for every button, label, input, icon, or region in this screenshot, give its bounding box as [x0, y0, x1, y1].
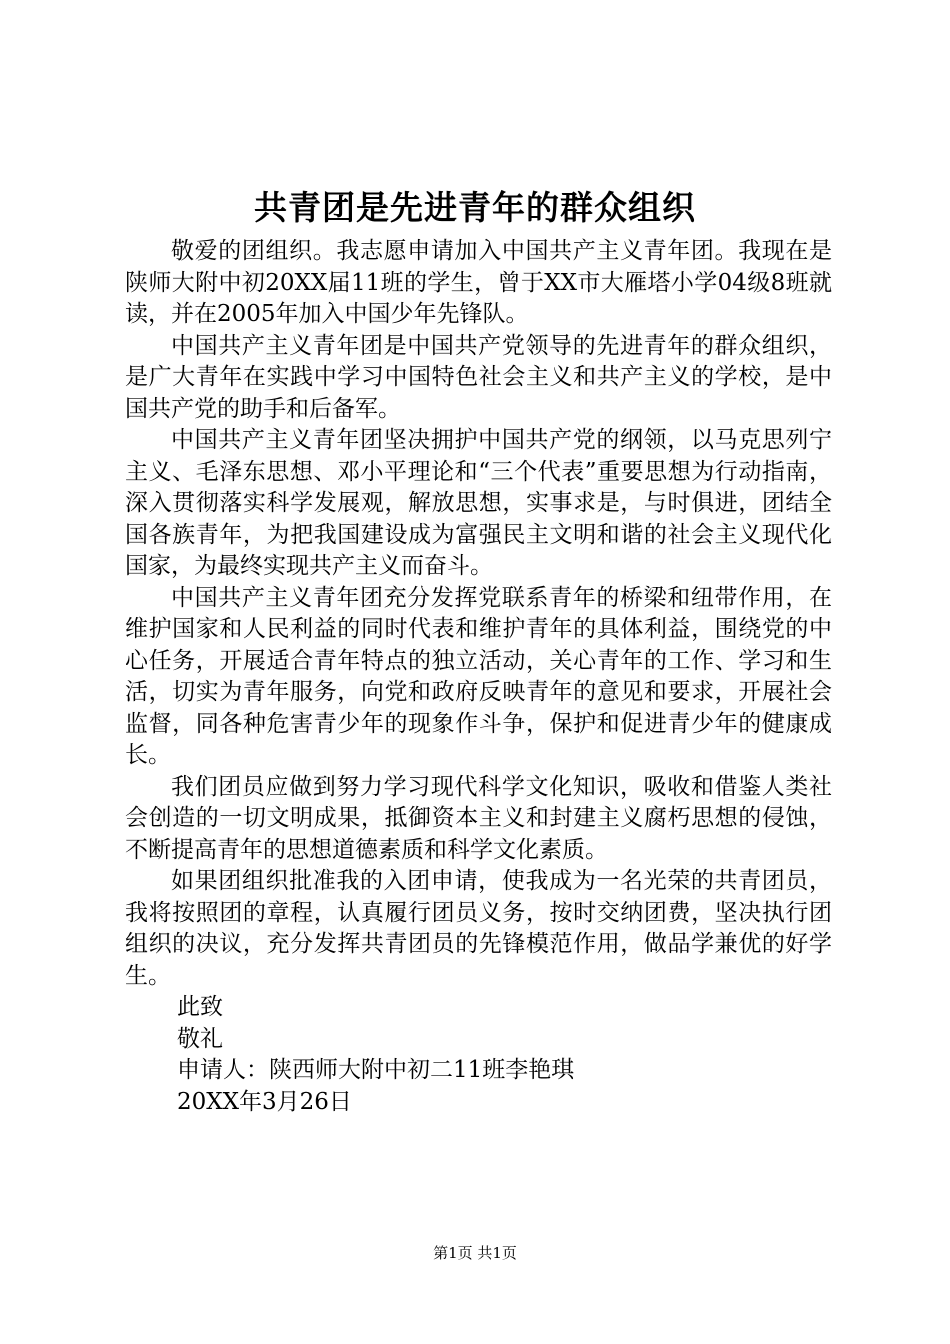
applicant-signature: 申请人：陕西师大附中初二11班李艳琪 — [177, 1057, 575, 1083]
document-title: 共青团是先进青年的群众组织 — [254, 188, 696, 227]
paragraph-intro: 敬爱的团组织。我志愿申请加入中国共产主义青年团。我现在是陕师大附中初20XX届11班的学生，曾于XX市大雁塔小学04级8班就读，并在2005年加入中国少年先锋队。 — [125, 238, 832, 327]
paragraph-definition: 中国共产主义青年团是中国共产党领导的先进青年的群众组织，是广大青年在实践中学习中国特色社会主义和共产主义的学校，是中国共产党的助手和后备军。 — [125, 332, 832, 422]
application-date: 20XX年3月26日 — [177, 1088, 352, 1115]
paragraph-program: 中国共产主义青年团坚决拥护中国共产党的纲领，以马克思列宁主义、毛泽东思想、邓小平理论和“三个代表”重要思想为行动指南，深入贯彻落实科学发展观，解放思想，实事求是，与时俱进，团结全国各族青年，为把我国建设成为富强民主文明和谐的社会主义现代化国家，为最终实现共产主义而奋斗。 — [125, 427, 832, 579]
paragraph-duties: 我们团员应做到努力学习现代科学文化知识，吸收和借鉴人类社会创造的一切文明成果，抵御资本主义和封建主义腐朽思想的侵蚀，不断提高青年的思想道德素质和科学文化素质。 — [125, 773, 832, 863]
closing-salutation: 此致 — [177, 994, 223, 1020]
document-body — [125, 236, 832, 1118]
paragraph-role: 中国共产主义青年团充分发挥党联系青年的桥梁和纽带作用，在维护国家和人民利益的同时代表和维护青年的具体利益，围绕党的中心任务，开展适合青年特点的独立活动，关心青年的工作、学习和生活，切实为青年服务，向党和政府反映青年的意见和要求，开展社会监督，同各种危害青少年的现象作斗争，保护和促进青少年的健康成长。 — [125, 584, 832, 768]
paragraph-pledge: 如果团组织批准我的入团申请，使我成为一名光荣的共青团员，我将按照团的章程，认真履行团员义务，按时交纳团费，坚决执行团组织的决议，充分发挥共青团员的先锋模范作用，做品学兼优的好学生。 — [125, 868, 832, 989]
closing-regards: 敬礼 — [177, 1025, 223, 1052]
page-footer: 第1页 共1页 — [433, 1244, 517, 1262]
